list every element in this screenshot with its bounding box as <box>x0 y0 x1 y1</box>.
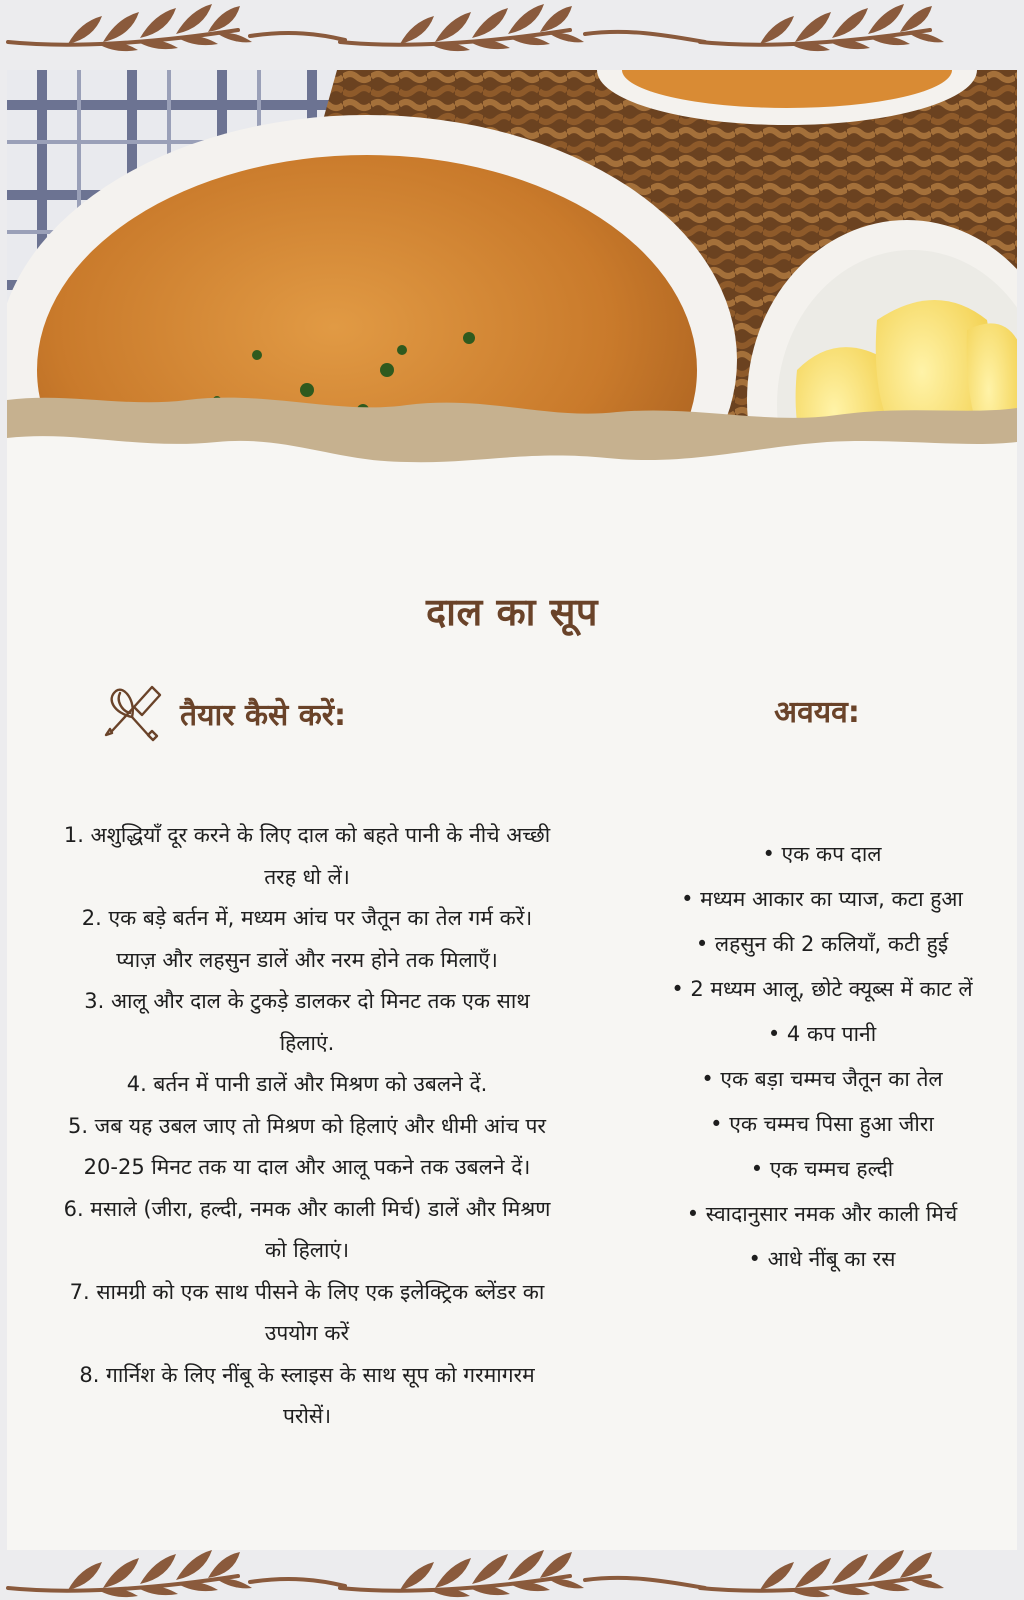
ingredient-item: • आधे नींबू का रस <box>642 1237 1002 1282</box>
top-vine-border <box>0 0 1024 58</box>
ingredient-item: • 2 मध्यम आलू, छोटे क्यूब्स में काट लें <box>642 967 1002 1012</box>
preparation-step: 1. अशुद्धियाँ दूर करने के लिए दाल को बहते पानी के नीचे अच्छी तरह धो लें। <box>63 823 551 889</box>
ingredients-list <box>642 832 1002 1282</box>
preparation-step: 7. सामग्री को एक साथ पीसने के लिए एक इलेक्ट्रिक ब्लेंडर का उपयोग करें <box>69 1279 545 1345</box>
preparation-step: 6. मसाले (जीरा, हल्दी, नमक और काली मिर्च) डालें और मिश्रण को हिलाएं। <box>63 1196 551 1262</box>
ingredient-item: • एक चम्मच पिसा हुआ जीरा <box>642 1102 1002 1147</box>
recipe-card <box>7 70 1017 1550</box>
preparation-header <box>102 678 346 748</box>
ingredients-heading: अवयव: <box>774 695 860 730</box>
ingredient-item: • लहसुन की 2 कलियाँ, कटी हुई <box>642 922 1002 967</box>
ingredient-item: • एक बड़ा चम्मच जैतून का तेल <box>642 1057 1002 1102</box>
bottom-vine-border <box>0 1540 1024 1598</box>
lentil-soup-photo <box>7 70 1017 590</box>
preparation-step: 8. गार्निश के लिए नींबू के स्लाइस के साथ सूप को गरमागरम परोसें। <box>79 1362 535 1428</box>
preparation-step: 3. आलू और दाल के टुकड़े डालकर दो मिनट तक एक साथ हिलाएं. <box>84 989 530 1055</box>
ingredient-item: • एक चम्मच हल्दी <box>642 1147 1002 1192</box>
recipe-title: दाल का सूप <box>425 590 599 634</box>
whisk-spatula-icon <box>102 681 166 745</box>
ingredient-item: • 4 कप पानी <box>642 1012 1002 1057</box>
preparation-step: 2. एक बड़े बर्तन में, मध्यम आंच पर जैतून का तेल गर्म करें। प्याज़ और लहसुन डालें और नरम होने तक मिलाएँ। <box>81 906 533 972</box>
preparation-heading: तैयार कैसे करें: <box>180 697 347 733</box>
ingredient-item: • स्वादानुसार नमक और काली मिर्च <box>642 1192 1002 1237</box>
preparation-step: 4. बर्तन में पानी डालें और मिश्रण को उबलने दें. <box>126 1072 488 1096</box>
ingredient-item: • मध्यम आकार का प्याज, कटा हुआ <box>642 877 1002 922</box>
preparation-step: 5. जब यह उबल जाए तो मिश्रण को हिलाएं और धीमी आंच पर 20-25 मिनट तक या दाल और आलू पकने तक उबलने दें। <box>67 1113 547 1179</box>
ingredient-item: • एक कप दाल <box>642 832 1002 877</box>
preparation-steps <box>62 815 552 1438</box>
